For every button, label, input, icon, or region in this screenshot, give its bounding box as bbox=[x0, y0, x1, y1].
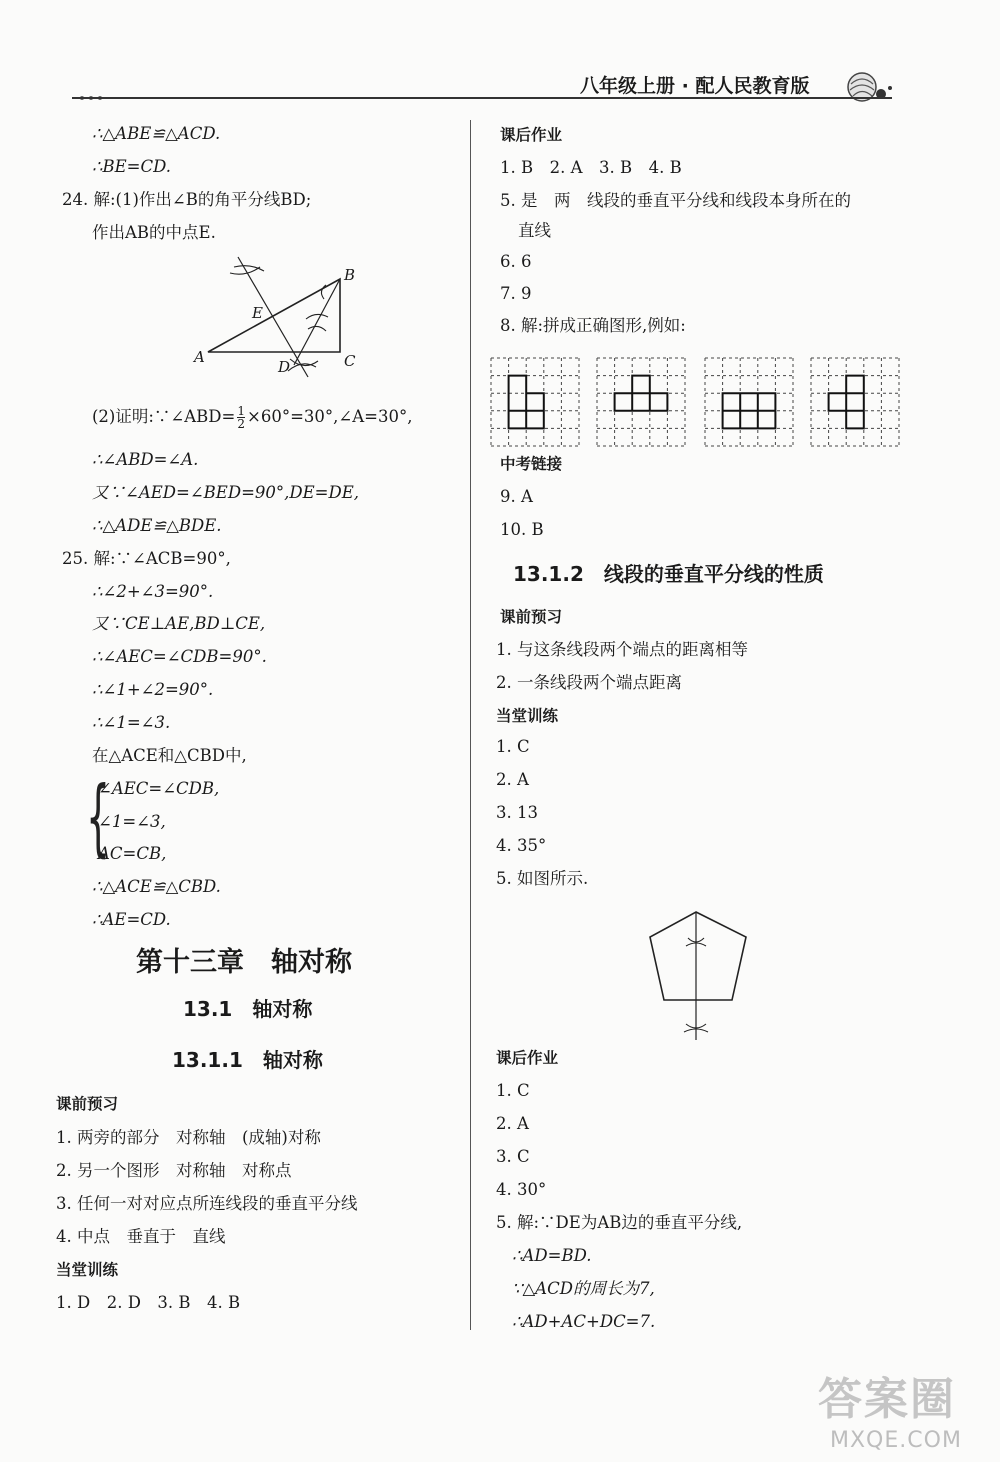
section-title: 13.1 轴对称 bbox=[183, 997, 313, 1021]
text-line: ∴BE=CD. bbox=[92, 157, 172, 176]
exam-line: 10. B bbox=[500, 520, 544, 539]
grid-figure-1 bbox=[491, 358, 579, 446]
exam-line: 9. A bbox=[500, 487, 533, 506]
fraction bbox=[237, 405, 245, 430]
proof-2-suffix: ×60°=30°,∠A=30°, bbox=[247, 407, 413, 426]
brace-line: ∠AEC=∠CDB, bbox=[98, 779, 220, 798]
homework2-item: ∴AD=BD. bbox=[512, 1246, 592, 1265]
homework-heading-2: 课后作业 bbox=[496, 1049, 559, 1067]
preview-heading: 课前预习 bbox=[500, 608, 563, 626]
text-line: 又∵CE⊥AE,BD⊥CE, bbox=[92, 614, 266, 633]
class-item: 3. 13 bbox=[496, 803, 538, 822]
class-item: 2. A bbox=[496, 770, 529, 789]
grid-figure-3 bbox=[705, 358, 793, 446]
column-divider bbox=[470, 120, 471, 1330]
grid-figure-2 bbox=[597, 358, 685, 446]
point-label-a: A bbox=[194, 348, 205, 366]
point-label-c: C bbox=[344, 352, 356, 370]
point-label-e: E bbox=[252, 304, 263, 322]
class-training-heading: 当堂训练 bbox=[496, 707, 559, 725]
watermark-url: MXQE.COM bbox=[830, 1428, 962, 1453]
homework-line: 直线 bbox=[518, 221, 551, 240]
watermark bbox=[800, 1374, 996, 1458]
homework-line: 6. 6 bbox=[500, 252, 532, 271]
problem-25-line: 25. 解:∵∠ACB=90°, bbox=[62, 549, 231, 568]
preview-item: 1. 两旁的部分 对称轴 (成轴)对称 bbox=[56, 1128, 321, 1147]
header-title: 八年级上册 · 配人民教育版 bbox=[580, 75, 810, 97]
homework2-item: 4. 30° bbox=[496, 1180, 547, 1199]
text-line: ∴△ADE≌△BDE. bbox=[92, 516, 222, 535]
homework2-item: 1. C bbox=[496, 1081, 530, 1100]
preview-item: 2. 一条线段两个端点距离 bbox=[496, 673, 682, 692]
proof-2-prefix: (2)证明:∵∠ABD= bbox=[92, 407, 236, 426]
preview-item: 3. 任何一对对应点所连线段的垂直平分线 bbox=[56, 1194, 358, 1213]
header-rule bbox=[72, 97, 892, 99]
text-line: ∴∠1=∠3. bbox=[92, 713, 171, 732]
homework-line: 7. 9 bbox=[500, 284, 532, 303]
homework-heading: 课后作业 bbox=[500, 126, 563, 144]
text-line: 作出AB的中点E. bbox=[92, 223, 216, 242]
fraction-denominator: 2 bbox=[237, 417, 245, 431]
brace-icon: { bbox=[86, 768, 111, 866]
text-line: ∴△ABE≌△ACD. bbox=[92, 124, 221, 143]
text-line: 又∵∠AED=∠BED=90°,DE=DE, bbox=[92, 483, 359, 502]
homework-line: 8. 解:拼成正确图形,例如: bbox=[500, 316, 686, 335]
pentagon-figure bbox=[640, 900, 760, 1045]
text-line: ∴△ACE≌△CBD. bbox=[92, 877, 221, 896]
class-item: 5. 如图所示. bbox=[496, 869, 589, 888]
section-title-13-1-2: 13.1.2 线段的垂直平分线的性质 bbox=[513, 562, 824, 586]
text-line: ∴∠2+∠3=90°. bbox=[92, 582, 214, 601]
point-label-b: B bbox=[344, 266, 356, 284]
homework2-item: ∵△ACD的周长为7, bbox=[512, 1279, 655, 1298]
class-training-heading: 当堂训练 bbox=[56, 1261, 119, 1279]
watermark-main: 答案圈 bbox=[818, 1374, 956, 1425]
class-answers: 1. D 2. D 3. B 4. B bbox=[56, 1293, 241, 1312]
brace-line: AC=CB, bbox=[98, 844, 167, 863]
preview-item: 4. 中点 垂直于 直线 bbox=[56, 1227, 226, 1246]
exam-link-heading: 中考链接 bbox=[500, 455, 563, 473]
preview-heading: 课前预习 bbox=[56, 1095, 119, 1113]
text-line: ∴∠1+∠2=90°. bbox=[92, 680, 214, 699]
preview-item: 2. 另一个图形 对称轴 对称点 bbox=[56, 1161, 292, 1180]
subsection-title: 13.1.1 轴对称 bbox=[172, 1048, 323, 1072]
homework-line: 5. 是 两 线段的垂直平分线和线段本身所在的 bbox=[500, 191, 851, 210]
preview-item: 1. 与这条线段两个端点的距离相等 bbox=[496, 640, 748, 659]
proof-2-line bbox=[92, 404, 412, 430]
text-line: ∴∠ABD=∠A. bbox=[92, 450, 199, 469]
homework2-item: ∴AD+AC+DC=7. bbox=[512, 1312, 656, 1331]
text-line: ∴∠AEC=∠CDB=90°. bbox=[92, 647, 267, 666]
chapter-title: 第十三章 轴对称 bbox=[136, 947, 352, 978]
homework2-item: 2. A bbox=[496, 1114, 529, 1133]
homework-line: 1. B 2. A 3. B 4. B bbox=[500, 158, 682, 177]
problem-24-line: 24. 解:(1)作出∠B的角平分线BD; bbox=[62, 190, 312, 209]
brace-line: ∠1=∠3, bbox=[98, 812, 166, 831]
homework2-item: 5. 解:∵DE为AB边的垂直平分线, bbox=[496, 1213, 743, 1232]
text-line: 在△ACE和△CBD中, bbox=[92, 746, 247, 765]
homework2-item: 3. C bbox=[496, 1147, 530, 1166]
fraction-numerator: 1 bbox=[237, 404, 245, 418]
grid-figure-4 bbox=[811, 358, 899, 446]
class-item: 4. 35° bbox=[496, 836, 547, 855]
text-line: ∴AE=CD. bbox=[92, 910, 171, 929]
class-item: 1. C bbox=[496, 737, 530, 756]
point-label-d: D bbox=[278, 358, 291, 376]
